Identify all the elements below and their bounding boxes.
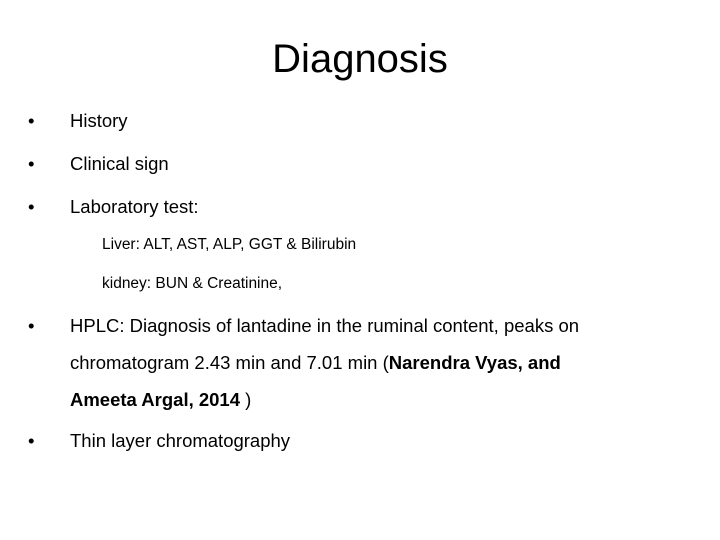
bullet-laboratory-test <box>28 195 199 219</box>
hplc-line-3 <box>70 388 251 412</box>
bullet-clinical-sign <box>28 152 169 176</box>
bullet-dot: • <box>28 153 35 174</box>
sub-item-liver: Liver: ALT, AST, ALP, GGT & Bilirubin <box>102 236 357 253</box>
citation-authors: Narendra Vyas, and <box>388 352 561 373</box>
sub-item-kidney: kidney: BUN & Creatinine, <box>102 275 283 292</box>
bullet-dot: • <box>28 196 35 217</box>
slide-title: Diagnosis <box>272 37 448 81</box>
bullet-dot: • <box>28 110 35 131</box>
bullet-text: Clinical sign <box>70 153 169 174</box>
bullet-text: Laboratory test: <box>70 196 199 217</box>
hplc-line-2 <box>70 351 561 375</box>
bullet-dot: • <box>28 315 35 336</box>
bullet-text: Thin layer chromatography <box>70 430 291 451</box>
bullet-thin-layer <box>28 429 290 453</box>
bullet-text: History <box>70 110 128 131</box>
bullet-history <box>28 109 128 133</box>
citation-year: Ameeta Argal, 2014 <box>70 389 241 410</box>
bullet-text: HPLC: Diagnosis of lantadine in the ruminal content, peaks on <box>70 315 580 336</box>
hplc-line-2-text: chromatogram 2.43 min and 7.01 min ( <box>70 352 389 373</box>
hplc-line-3-text: ) <box>240 389 252 410</box>
bullet-hplc <box>28 314 579 338</box>
bullet-dot: • <box>28 430 35 451</box>
